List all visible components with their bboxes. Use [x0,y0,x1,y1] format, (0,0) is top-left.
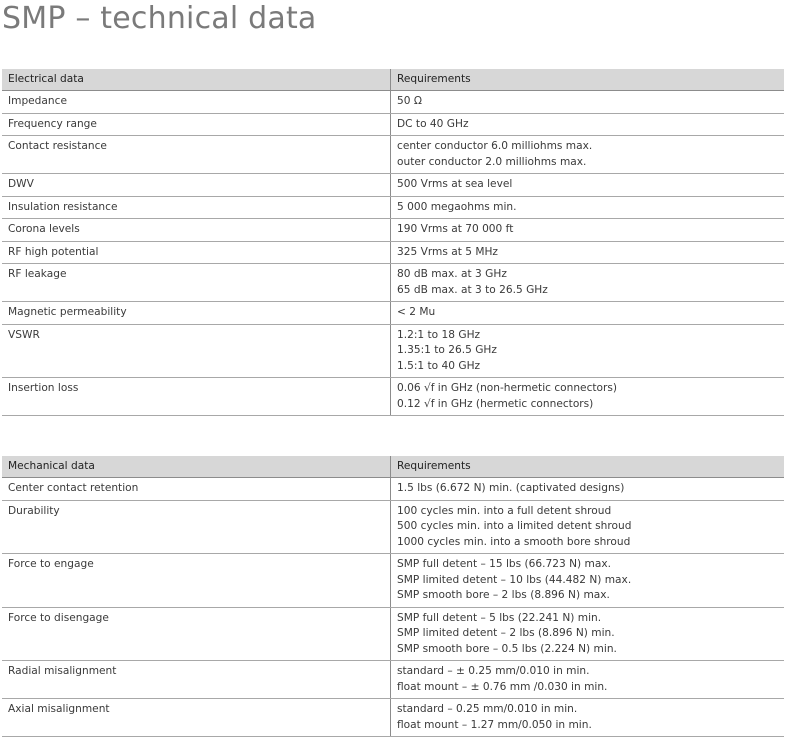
requirement-line: center conductor 6.0 milliohms max. [397,140,593,152]
requirement-line: SMP limited detent – 2 lbs (8.896 N) min. [397,627,615,639]
requirement-cell [391,174,785,197]
requirement-line: float mount – ± 0.76 mm /0.030 in min. [397,680,608,693]
property-label: Axial misalignment [2,699,391,737]
table-row [2,478,784,501]
property-label: Durability [2,500,391,554]
requirement-line: 80 dB max. at 3 GHz [397,268,507,280]
requirement-line: standard – 0.25 mm/0.010 in min. [397,703,578,715]
table-row [2,378,784,416]
requirement-line: SMP full detent – 5 lbs (22.241 N) min. [397,611,602,624]
requirement-line: SMP full detent – 15 lbs (66.723 N) max. [397,558,611,570]
requirement-line: outer conductor 2.0 milliohms max. [397,155,587,168]
header-requirements: Requirements [391,456,785,478]
property-label: Frequency range [2,113,391,136]
table-row [2,324,784,378]
requirement-line: float mount – 1.27 mm/0.050 in min. [397,718,592,731]
requirement-cell [391,478,785,501]
header-requirements: Requirements [391,69,785,91]
table-header-row [2,456,784,478]
requirement-cell [391,699,785,737]
property-label: Radial misalignment [2,661,391,699]
requirement-line: SMP smooth bore – 2 lbs (8.896 N) max. [397,589,610,601]
table-row [2,219,784,242]
requirement-cell [391,264,785,302]
requirement-line: SMP limited detent – 10 lbs (44.482 N) max. [397,573,632,586]
requirement-cell [391,500,785,554]
table-row [2,91,784,114]
requirement-cell [391,607,785,661]
table-row [2,699,784,737]
requirement-cell [391,91,785,114]
table-row [2,500,784,554]
table-row [2,661,784,699]
requirement-cell [391,302,785,325]
property-label: Impedance [2,91,391,114]
requirement-line: 50 Ω [397,95,422,107]
requirement-line: 190 Vrms at 70 000 ft [397,223,514,235]
requirement-line: DC to 40 GHz [397,117,469,130]
requirement-line: 325 Vrms at 5 MHz [397,245,498,258]
table-header-row [2,69,784,91]
mechanical-data-table [2,456,784,737]
requirement-cell [391,219,785,242]
property-label: Force to disengage [2,607,391,661]
requirement-line: 1000 cycles min. into a smooth bore shroud [397,535,631,548]
table-row [2,136,784,174]
requirement-cell [391,324,785,378]
property-label: Magnetic permeability [2,302,391,325]
table-row [2,241,784,264]
requirement-cell [391,136,785,174]
requirement-line: 0.12 √f in GHz (hermetic connectors) [397,397,594,410]
requirement-line: 5 000 megaohms min. [397,200,517,213]
table-row [2,607,784,661]
requirement-cell [391,241,785,264]
property-label: Force to engage [2,554,391,608]
property-label: Insulation resistance [2,196,391,219]
requirement-line: standard – ± 0.25 mm/0.010 in min. [397,665,590,677]
property-label: DWV [2,174,391,197]
requirement-line: 500 cycles min. into a limited detent shroud [397,520,632,532]
requirement-line: 0.06 √f in GHz (non-hermetic connectors) [397,382,618,394]
requirement-cell [391,661,785,699]
property-label: Corona levels [2,219,391,242]
requirement-cell [391,196,785,219]
table-row [2,174,784,197]
electrical-data-table [2,69,784,416]
table-row [2,302,784,325]
requirement-cell [391,378,785,416]
property-label: RF high potential [2,241,391,264]
property-label: RF leakage [2,264,391,302]
table-row [2,196,784,219]
property-label: Contact resistance [2,136,391,174]
requirement-line: 500 Vrms at sea level [397,178,513,190]
requirement-line: 1.2:1 to 18 GHz [397,328,481,341]
requirement-line: 1.35:1 to 26.5 GHz [397,344,497,356]
header-property: Mechanical data [2,456,391,478]
table-row [2,554,784,608]
requirement-line: < 2 Mu [397,306,436,318]
requirement-line: SMP smooth bore – 0.5 lbs (2.224 N) min. [397,642,617,655]
requirement-line: 100 cycles min. into a full detent shroud [397,504,612,517]
header-property: Electrical data [2,69,391,91]
requirement-line: 1.5:1 to 40 GHz [397,359,481,372]
property-label: Insertion loss [2,378,391,416]
page-title: SMP – technical data [2,1,317,36]
property-label: VSWR [2,324,391,378]
requirement-line: 65 dB max. at 3 to 26.5 GHz [397,283,548,296]
table-row [2,264,784,302]
property-label: Center contact retention [2,478,391,501]
requirement-cell [391,554,785,608]
table-row [2,113,784,136]
requirement-cell [391,113,785,136]
requirement-line: 1.5 lbs (6.672 N) min. (captivated designs) [397,482,625,494]
